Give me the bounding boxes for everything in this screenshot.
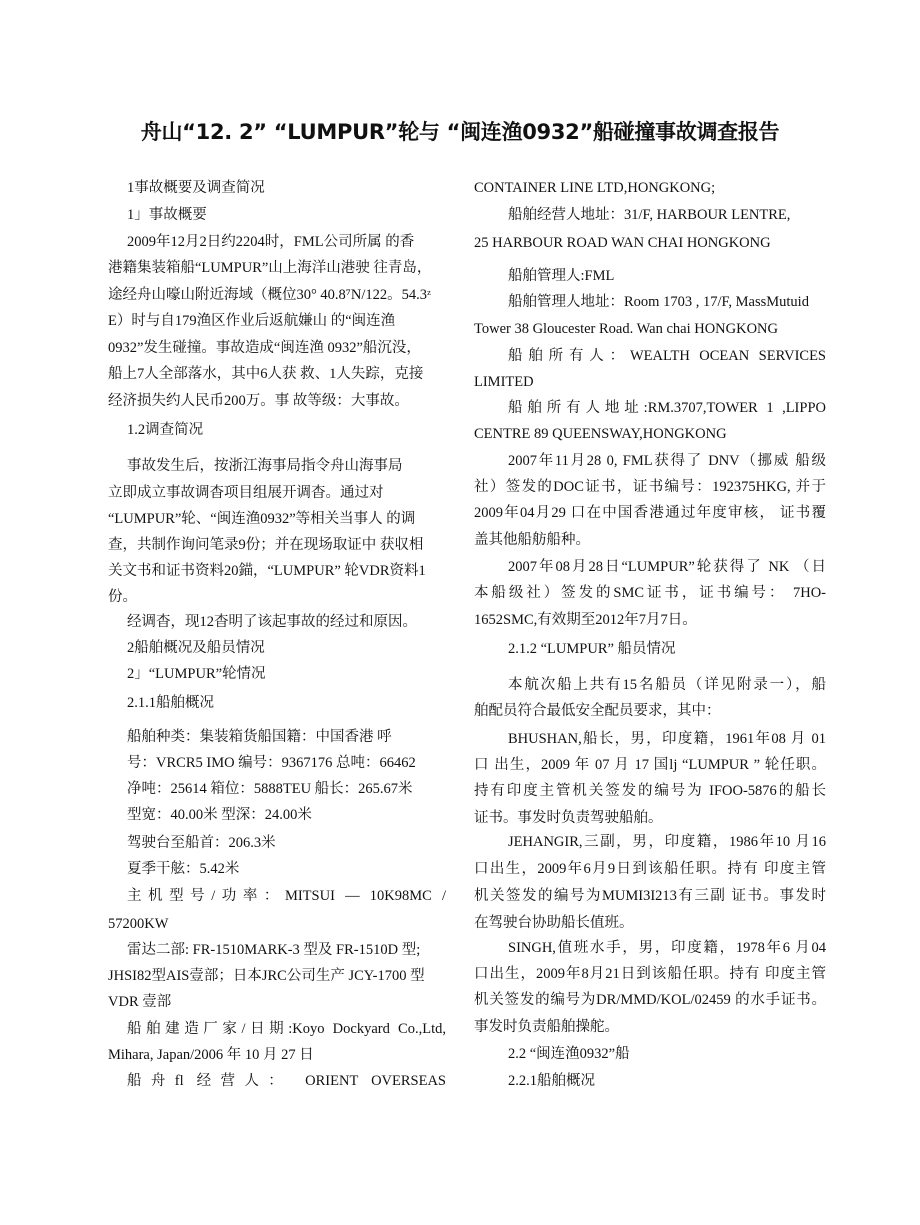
text-line: 2009年04月29 口在中国香港通过年度审核， 证书覆: [474, 505, 826, 521]
text-line: 2.1.2 “LUMPUR” 船员情况: [508, 641, 676, 657]
text-line: 查，共制作询问笔录9份；并在现场取证中 获収相: [108, 537, 424, 553]
text-line: Mihara, Japan/2006 年 10 月 27 日: [108, 1047, 314, 1063]
text-line: 口出生，2009年8月21日到该船任职。持有 印度主管: [474, 966, 826, 982]
text-line: 立即成立事故调杳项目组展开调杳。通过对: [108, 485, 384, 501]
text-line: 本航次船上共有15名船员（详见附录一），船: [508, 677, 826, 693]
text-line: 经济损失约人民币200万。事 故等级：大事故。: [108, 393, 409, 409]
text-line: 净吨：25614 箱位：5888TEU 船长：265.67米: [127, 781, 413, 797]
text-line: 2007年08月28日“LUMPUR”轮获得了 NK （日: [508, 559, 826, 575]
text-line: 2船舶概况及船员情况: [127, 640, 265, 656]
text-line: 船舶经营人地址：31/F, HARBOUR LENTRE,: [508, 207, 791, 223]
text-line: 事故发生后，按浙江海事局指令舟山海事局: [127, 458, 403, 474]
text-line: 港籍集装箱船“LUMPUR”山上海洋山港驶 往青岛，: [108, 260, 432, 276]
text-line: 2.1.1船舶概况: [127, 695, 214, 711]
text-line: 1652SMC,有效期至2012年7月7日。: [474, 612, 697, 628]
text-line: 1事故概要及调查简况: [127, 180, 265, 196]
text-line: 船舶所有人：WEALTH OCEAN SERVICES: [508, 348, 826, 364]
text-line: 1.2调查简况: [127, 422, 204, 438]
text-line: 夏季干舷：5.42米: [127, 861, 240, 877]
text-line: 主机型号/功率：MITSUI — 10K98MC /: [127, 888, 446, 904]
text-line: JHSI82型AIS壹部；日本JRC公司生产 JCY-1700 型: [108, 968, 425, 984]
text-line: 事发时负责船舶操舵。: [474, 1019, 619, 1035]
text-line: 经调杳，现12杳明了该起事故的经过和原因。: [127, 614, 417, 630]
text-line: 船舶所有人地址:RM.3707,TOWER 1 ,LIPPO: [508, 400, 826, 416]
text-line: 途经舟山嚎山附近海域（概位30° 40.8⁷N/122。54.3ᶻ: [108, 287, 431, 303]
text-line: 2007年11月28 0, FML获得了 DNV（挪威 船级: [508, 453, 826, 469]
text-line: 口 出生，2009 年 07 月 17 国lj “LUMPUR ” 轮任职。: [474, 757, 826, 773]
text-line: 本船级社）签发的SMC证书，证书编号： 7HO-: [474, 585, 826, 601]
text-line: 舶配员符合最低安全配员要求，其中：: [474, 703, 721, 719]
text-line: “LUMPUR”轮、“闽连渔0932”等相关当事人 的调: [108, 511, 416, 527]
text-line: E）时与自179渔区作业后返航嫌山 的“闽连渔: [108, 313, 396, 329]
text-line: VDR 壹部: [108, 994, 172, 1010]
text-line: Tower 38 Gloucester Road. Wan chai HONGKONG: [474, 321, 778, 337]
text-line: BHUSHAN,船长，男，印度籍，1961年08 月 01: [508, 731, 826, 747]
text-line: CONTAINER LINE LTD,HONGKONG;: [474, 180, 716, 196]
text-line: 号：VRCR5 IMO 编号：9367176 总吨：66462: [127, 755, 416, 771]
text-line: 船舟fl 经营人： ORIENT OVERSEAS: [127, 1073, 446, 1089]
text-line: 25 HARBOUR ROAD WAN CHAI HONGKONG: [474, 235, 771, 251]
text-line: 口出生，2009年6月9日到该船任职。持有 印度主管: [474, 861, 826, 877]
text-line: LIMITED: [474, 374, 534, 390]
text-line: 驾驶台至船首：206.3米: [127, 835, 276, 851]
text-line: CENTRE 89 QUEENSWAY,HONGKONG: [474, 426, 727, 442]
text-line: 船舶种类：集装箱货船国籍：中国香港 呼: [127, 729, 392, 745]
text-line: 2.2 “闽连渔0932”船: [508, 1046, 630, 1062]
text-line: 在驾驶台协助船长值班。: [474, 915, 634, 931]
text-line: 船舶管理人地址：Room 1703 , 17/F, MassMutuid: [508, 294, 809, 310]
text-line: SINGH,值班水手，男，印度籍，1978年6 月04: [508, 940, 826, 956]
text-line: JEHANGIR,三副，男，印度籍，1986年10 月16: [508, 834, 826, 850]
text-line: 关文书和证书资料20錨，“LUMPUR” 轮VDR资料1: [108, 563, 426, 579]
text-line: 船舶建造厂家/日期:Koyo Dockyard Co.,Ltd,: [127, 1021, 446, 1037]
document-title: 舟山“12. 2” “LUMPUR”轮与 “闽连渔0932”船碰撞事故调查报告: [140, 120, 780, 144]
text-line: 社）签发的DOC证书，证书编号：192375HKG, 并于: [474, 479, 826, 495]
text-line: 2.2.1船舶概况: [508, 1073, 595, 1089]
text-line: 57200KW: [108, 916, 169, 932]
text-line: 2」“LUMPUR”轮情况: [127, 666, 266, 682]
text-line: 机关签发的编号为DR/MMD/KOL/02459 的水手证书。: [474, 992, 826, 1008]
text-line: 雷达二部: FR-1510MARK-3 型及 FR-1510D 型;: [127, 942, 421, 958]
text-line: 船舶管理人:FML: [508, 268, 615, 284]
text-line: 盖其他船舫船种。: [474, 532, 590, 548]
text-line: 0932”发生碰撞。事故造成“闽连渔 0932”船沉没，: [108, 340, 421, 356]
text-line: 机关签发的编号为MUMI3I213有三副 证书。事发时: [474, 888, 826, 904]
text-line: 型宽：40.00米 型深：24.00米: [127, 807, 312, 823]
text-line: 船上7人全部落水，其中6人获 救、1人失踪，克接: [108, 366, 424, 382]
text-line: 证书。事发时负责驾驶船舶。: [474, 810, 663, 826]
text-line: 2009年12月2日约2204时，FML公司所属 的香: [127, 234, 415, 250]
text-line: 1」事故概要: [127, 207, 207, 223]
text-line: 持有印度主管机关签发的编号为 IFOO-5876的船长: [474, 783, 826, 799]
text-line: 份。: [108, 589, 137, 605]
